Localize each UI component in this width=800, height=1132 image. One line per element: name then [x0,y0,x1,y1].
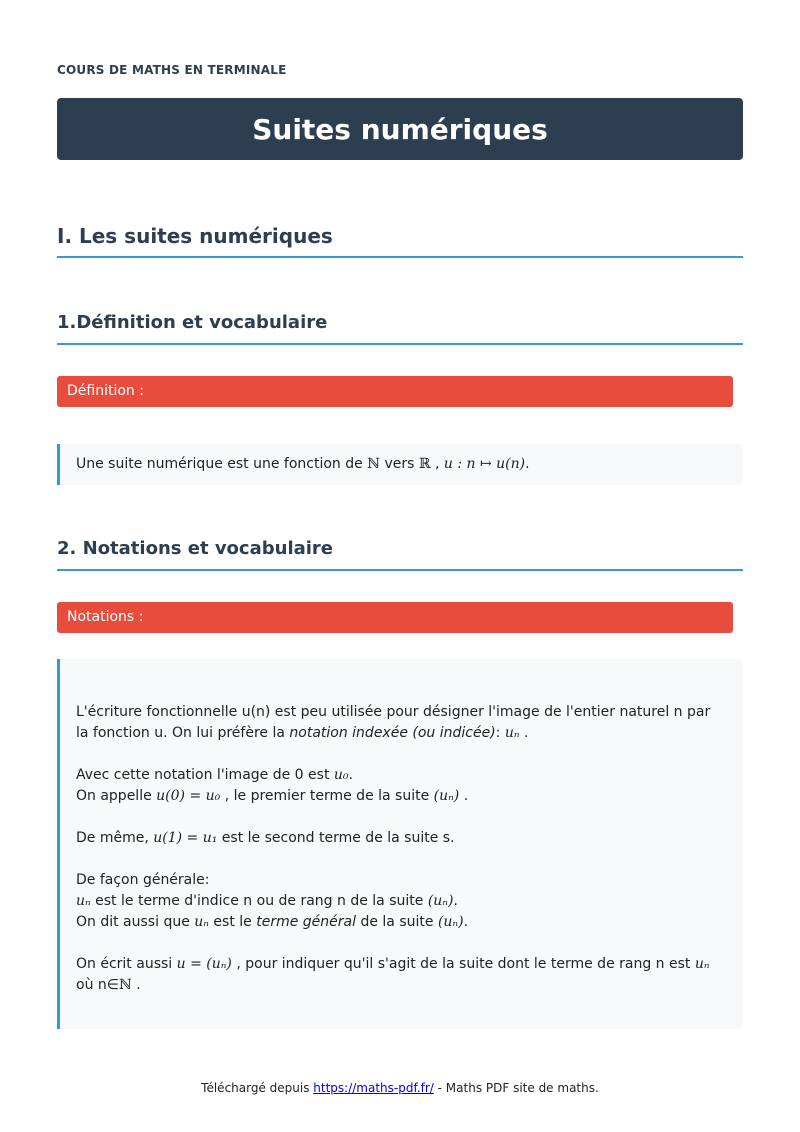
math-un: uₙ [504,725,520,741]
paragraph-second-term [76,828,725,849]
definition-text: , [430,456,444,472]
footer-prefix: Téléchargé depuis [201,1081,314,1095]
section-heading-suites: I. Les suites numériques [57,224,743,258]
mapping-formula: u : n ↦ u(n) [443,456,526,472]
naturals-symbol: ℕ [367,456,380,472]
text: L'écriture fonctionnelle u(n) est peu utilisée pour désigner l'image de l'entier naturel n par la fonction u. On lui préfère la [76,704,711,741]
text: . [459,788,469,804]
footer [0,1081,800,1095]
text: : [495,725,505,741]
definition-box [57,444,743,485]
definition-tag: Définition : [57,376,733,407]
math-sequence: (uₙ) [427,893,454,909]
footer-suffix: - Maths PDF site de maths. [433,1081,599,1095]
math-un: uₙ [194,914,209,930]
math-u-equals: u = (uₙ) [176,956,232,972]
reals-symbol: ℝ [418,456,431,472]
footer-link[interactable]: https://maths-pdf.fr/ [313,1081,434,1095]
definition-text: Une suite numérique est une fonction de [76,456,368,472]
text: . [348,767,353,783]
text: . [463,914,469,930]
math-u0: u₀ [333,767,349,783]
math-un: uₙ [694,956,710,972]
text: . [453,893,458,909]
text: est le second terme de la suite s. [217,830,455,846]
text: est le [208,914,257,930]
text: De façon générale: [76,872,210,888]
math-sequence: (uₙ) [437,914,464,930]
text: . [519,725,529,741]
paragraph-notation [76,702,725,744]
text: . [131,977,141,993]
text: On appelle [76,788,157,804]
definition-text: . [525,456,530,472]
math-u1-def: u(1) = u₁ [153,830,218,846]
text: De même, [76,830,154,846]
text: où n∈ [76,977,119,993]
math-u0-def: u(0) = u₀ [156,788,221,804]
text: , pour indiquer qu'il s'agit de la suite dont le terme de rang n est [231,956,695,972]
text: , le premier terme de la suite [220,788,434,804]
text: est le terme d'indice n ou de rang n de la suite [90,893,428,909]
paragraph-first-term [76,765,725,807]
text: On écrit aussi [76,956,177,972]
page-title: Suites numériques [252,112,548,146]
section-heading-definition: 1.Définition et vocabulaire [57,312,743,345]
math-un: uₙ [76,893,91,909]
notations-tag: Notations : [57,602,733,633]
emphasis: notation indexée (ou indicée) [289,725,496,741]
notations-box [57,659,743,1029]
course-label: COURS DE MATHS EN TERMINALE [57,63,287,77]
math-sequence: (uₙ) [433,788,460,804]
text: On dit aussi que [76,914,195,930]
text: Avec cette notation l'image de 0 est [76,767,334,783]
title-banner [57,98,743,160]
paragraph-notation-u [76,954,725,996]
text: de la suite [356,914,438,930]
definition-text: vers [380,456,419,472]
paragraph-general-term [76,870,725,933]
section-heading-notations: 2. Notations et vocabulaire [57,538,743,571]
naturals-symbol: ℕ [118,977,132,993]
emphasis: terme général [256,914,356,930]
